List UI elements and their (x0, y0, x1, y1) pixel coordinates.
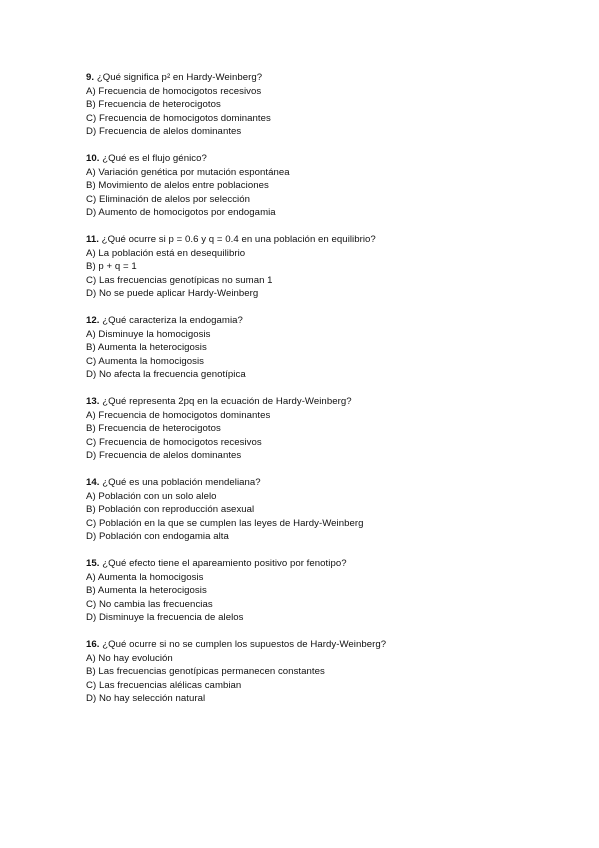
option-b: B) Aumenta la heterocigosis (86, 342, 207, 353)
option-a: A) Disminuye la homocigosis (86, 328, 211, 340)
question-prompt (86, 152, 566, 166)
option-a: A) No hay evolución (86, 652, 173, 664)
question-number: 11. (86, 234, 99, 245)
question-text: ¿Qué efecto tiene el apareamiento positivo por fenotipo? (99, 558, 347, 569)
option-d: D) No afecta la frecuencia genotípica (86, 369, 246, 380)
question-number: 9. (86, 72, 95, 83)
option-b: B) Frecuencia de heterocigotos (86, 99, 221, 110)
option-d: D) No se puede aplicar Hardy-Weinberg (86, 288, 259, 299)
option-c: C) Frecuencia de homocigotos dominantes (86, 112, 271, 124)
option-a: A) Población con un solo alelo (86, 490, 217, 502)
option-d: D) Frecuencia de alelos dominantes (86, 126, 242, 137)
option-a: A) Aumenta la homocigosis (86, 571, 204, 583)
question-text: ¿Qué ocurre si p = 0.6 y q = 0.4 en una población en equilibrio? (98, 234, 376, 245)
option-b: B) Población con reproducción asexual (86, 504, 255, 515)
question-text: ¿Qué es el flujo génico? (99, 153, 207, 164)
option-a: A) Frecuencia de homocigotos dominantes (86, 409, 271, 421)
option-b: B) Movimiento de alelos entre poblaciones (86, 180, 269, 191)
option-c: C) No cambia las frecuencias (86, 598, 213, 610)
option-d: D) Disminuye la frecuencia de alelos (86, 612, 244, 623)
question-prompt (86, 557, 566, 571)
question-number: 15. (86, 558, 100, 569)
question-text: ¿Qué caracteriza la endogamia? (99, 315, 243, 326)
option-b: B) Aumenta la heterocigosis (86, 585, 207, 596)
question-text: ¿Qué es una población mendeliana? (99, 477, 261, 488)
question-number: 16. (86, 639, 100, 650)
question-prompt (86, 314, 566, 328)
question-16 (86, 638, 566, 706)
option-a: A) Frecuencia de homocigotos recesivos (86, 85, 262, 97)
question-number: 12. (86, 315, 100, 326)
question-text: ¿Qué ocurre si no se cumplen los supuestos de Hardy-Weinberg? (99, 639, 387, 650)
question-text: ¿Qué significa p² en Hardy-Weinberg? (94, 72, 263, 83)
option-a: A) La población está en desequilibrio (86, 247, 246, 259)
question-10 (86, 152, 566, 220)
question-11 (86, 233, 566, 301)
question-number: 10. (86, 153, 100, 164)
question-prompt (86, 233, 566, 247)
question-prompt (86, 395, 566, 409)
question-13 (86, 395, 566, 463)
option-d: D) No hay selección natural (86, 693, 206, 704)
option-c: C) Población en la que se cumplen las leyes de Hardy-Weinberg (86, 517, 364, 529)
question-14 (86, 476, 566, 544)
question-prompt (86, 476, 566, 490)
option-d: D) Aumento de homocigotos por endogamia (86, 207, 276, 218)
option-d: D) Población con endogamia alta (86, 531, 229, 542)
question-list (86, 71, 566, 719)
question-prompt (86, 71, 566, 85)
option-c: C) Aumenta la homocigosis (86, 355, 205, 367)
option-c: C) Frecuencia de homocigotos recesivos (86, 436, 262, 448)
option-b: B) Las frecuencias genotípicas permanecen constantes (86, 666, 325, 677)
question-9 (86, 71, 566, 139)
question-prompt (86, 638, 566, 652)
question-number: 13. (86, 396, 100, 407)
option-d: D) Frecuencia de alelos dominantes (86, 450, 242, 461)
question-12 (86, 314, 566, 382)
option-b: B) p + q = 1 (86, 261, 137, 272)
option-b: B) Frecuencia de heterocigotos (86, 423, 221, 434)
question-15 (86, 557, 566, 625)
question-text: ¿Qué representa 2pq en la ecuación de Hardy-Weinberg? (99, 396, 352, 407)
question-number: 14. (86, 477, 100, 488)
option-c: C) Las frecuencias genotípicas no suman 1 (86, 274, 273, 286)
option-c: C) Eliminación de alelos por selección (86, 193, 251, 205)
option-a: A) Variación genética por mutación espontánea (86, 166, 290, 178)
option-c: C) Las frecuencias alélicas cambian (86, 679, 242, 691)
